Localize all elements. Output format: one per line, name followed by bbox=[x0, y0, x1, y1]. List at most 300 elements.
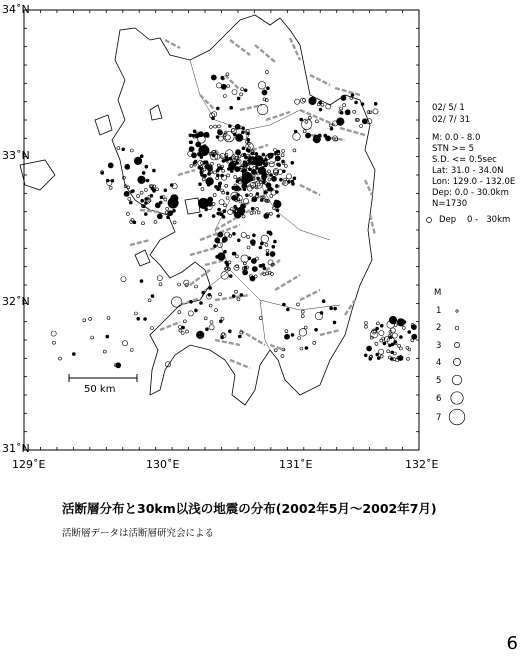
earthquake-event bbox=[205, 328, 208, 331]
earthquake-event bbox=[380, 355, 383, 358]
earthquake-event bbox=[186, 330, 189, 333]
earthquake-event bbox=[246, 149, 249, 152]
earthquake-event bbox=[276, 209, 279, 212]
earthquake-event bbox=[189, 147, 194, 152]
earthquake-event bbox=[341, 95, 346, 100]
earthquake-event bbox=[137, 194, 140, 197]
earthquake-event bbox=[375, 342, 378, 345]
earthquake-event bbox=[91, 336, 94, 339]
earthquake-event bbox=[220, 213, 223, 216]
earthquake-event bbox=[274, 149, 277, 152]
earthquake-event bbox=[132, 190, 135, 193]
earthquake-event bbox=[168, 211, 173, 216]
earthquake-event bbox=[53, 341, 56, 344]
earthquake-event bbox=[179, 329, 182, 332]
active-fault bbox=[215, 340, 240, 345]
earthquake-event bbox=[266, 253, 269, 256]
earthquake-event bbox=[242, 147, 245, 150]
earthquake-event bbox=[137, 317, 140, 320]
earthquake-event bbox=[319, 108, 322, 111]
earthquake-event bbox=[379, 349, 384, 354]
earthquake-event bbox=[268, 153, 273, 158]
earthquake-event bbox=[140, 191, 143, 194]
earthquake-event bbox=[399, 347, 402, 350]
earthquake-event bbox=[196, 331, 204, 339]
earthquake-event bbox=[164, 189, 167, 192]
active-fault bbox=[130, 240, 150, 245]
earthquake-event bbox=[238, 335, 241, 338]
earthquake-event bbox=[303, 130, 306, 133]
earthquake-event bbox=[244, 89, 247, 92]
earthquake-event bbox=[141, 199, 144, 202]
earthquake-event bbox=[122, 341, 127, 346]
active-fault bbox=[270, 345, 285, 350]
earthquake-event bbox=[190, 300, 193, 303]
earthquake-event bbox=[235, 134, 243, 142]
earthquake-event bbox=[235, 207, 238, 210]
earthquake-event bbox=[265, 243, 268, 246]
earthquake-event bbox=[271, 176, 276, 181]
earthquake-event bbox=[219, 293, 222, 296]
earthquake-event bbox=[204, 317, 207, 320]
earthquake-event bbox=[235, 124, 240, 129]
earthquake-event bbox=[156, 188, 159, 191]
earthquake-event bbox=[269, 187, 272, 190]
earthquake-event bbox=[406, 346, 409, 349]
earthquake-event bbox=[240, 293, 243, 296]
earthquake-event bbox=[259, 246, 262, 249]
earthquake-event bbox=[182, 326, 185, 329]
earthquake-event bbox=[234, 176, 237, 179]
earthquake-event bbox=[228, 261, 231, 264]
earthquake-event bbox=[89, 317, 92, 320]
active-fault bbox=[140, 210, 160, 212]
magnitude-label-4: 4 bbox=[436, 358, 442, 368]
earthquake-event bbox=[210, 162, 213, 165]
earthquake-event bbox=[218, 253, 226, 261]
earthquake-event bbox=[278, 164, 281, 167]
earthquake-event bbox=[142, 222, 145, 225]
earthquake-event bbox=[284, 164, 287, 167]
legend-param-sd: S.D. <= 0.5sec bbox=[432, 155, 497, 165]
earthquake-event bbox=[326, 104, 331, 109]
lat-label-34n: 34˚N bbox=[2, 3, 30, 16]
earthquake-event bbox=[226, 197, 229, 200]
earthquake-event bbox=[301, 315, 304, 318]
earthquake-event bbox=[301, 310, 304, 313]
magnitude-legend-circle bbox=[455, 326, 459, 330]
earthquake-event bbox=[167, 216, 170, 219]
earthquake-event bbox=[236, 186, 239, 189]
earthquake-event bbox=[291, 333, 294, 336]
earthquake-event bbox=[208, 169, 211, 172]
earthquake-event bbox=[103, 350, 106, 353]
earthquake-event bbox=[241, 88, 244, 91]
earthquake-event bbox=[128, 197, 131, 200]
earthquake-event bbox=[248, 161, 251, 164]
earthquake-event bbox=[198, 166, 201, 169]
earthquake-event bbox=[362, 119, 367, 124]
earthquake-event bbox=[151, 295, 154, 298]
earthquake-event bbox=[264, 213, 269, 218]
earthquake-event bbox=[379, 330, 384, 335]
prefecture-boundary bbox=[245, 130, 330, 240]
magnitude-legend-circle bbox=[452, 375, 462, 385]
earthquake-event bbox=[272, 245, 275, 248]
earthquake-event bbox=[222, 237, 227, 242]
earthquake-event bbox=[159, 283, 162, 286]
legend-param-stations: STN >= 5 bbox=[432, 144, 475, 154]
earthquake-event bbox=[140, 155, 143, 158]
earthquake-event bbox=[266, 87, 269, 90]
magnitude-legend-title: M bbox=[434, 288, 442, 298]
earthquake-event bbox=[144, 188, 147, 191]
earthquake-event bbox=[232, 195, 237, 200]
earthquake-event bbox=[351, 94, 354, 97]
earthquake-event bbox=[144, 213, 147, 216]
earthquake-event bbox=[277, 215, 280, 218]
earthquake-event bbox=[252, 266, 257, 271]
earthquake-event bbox=[305, 120, 308, 123]
earthquake-event bbox=[227, 174, 230, 177]
earthquake-event bbox=[243, 270, 248, 275]
earthquake-event bbox=[388, 344, 391, 347]
earthquake-event bbox=[211, 75, 216, 80]
legend-param-magnitude: M: 0.0 - 8.0 bbox=[432, 133, 481, 143]
earthquake-event bbox=[157, 214, 162, 219]
earthquake-event bbox=[200, 156, 203, 159]
earthquake-event bbox=[257, 211, 260, 214]
lat-label-31n: 31˚N bbox=[2, 442, 30, 455]
depth-legend-circle bbox=[427, 218, 432, 223]
earthquake-event bbox=[232, 186, 235, 189]
earthquake-event bbox=[281, 154, 284, 157]
earthquake-event bbox=[237, 97, 240, 100]
earthquake-event bbox=[237, 239, 240, 242]
earthquake-event bbox=[59, 357, 62, 360]
earthquake-event bbox=[258, 82, 266, 90]
earthquake-event bbox=[148, 299, 151, 302]
earthquake-event bbox=[258, 167, 266, 175]
earthquake-event bbox=[392, 333, 397, 338]
earthquake-event bbox=[232, 90, 237, 95]
active-fault bbox=[370, 215, 375, 235]
earthquake-event bbox=[330, 307, 333, 310]
earthquake-event bbox=[219, 200, 224, 205]
legend-period-start: 02/ 5/ 1 bbox=[432, 103, 465, 113]
earthquake-event bbox=[209, 125, 212, 128]
earthquake-event bbox=[252, 197, 257, 202]
magnitude-legend-circle bbox=[451, 392, 463, 404]
earthquake-event bbox=[402, 326, 405, 329]
prefecture-boundary bbox=[190, 60, 300, 130]
earthquake-event bbox=[224, 204, 227, 207]
earthquake-event bbox=[387, 350, 390, 353]
earthquake-event bbox=[192, 134, 195, 137]
active-fault bbox=[160, 322, 180, 330]
earthquake-event bbox=[343, 104, 346, 107]
earthquake-event bbox=[241, 131, 244, 134]
active-fault bbox=[275, 275, 300, 290]
earthquake-event bbox=[295, 99, 300, 104]
legend-param-lat: Lat: 31.0 - 34.0N bbox=[432, 166, 504, 176]
earthquake-event bbox=[364, 354, 367, 357]
magnitude-label-5: 5 bbox=[436, 376, 442, 386]
earthquake-event bbox=[232, 232, 235, 235]
earthquake-event bbox=[188, 311, 193, 316]
active-fault bbox=[190, 270, 210, 285]
earthquake-event bbox=[170, 184, 173, 187]
earthquake-event bbox=[72, 353, 75, 356]
earthquake-event bbox=[227, 85, 230, 88]
earthquake-event bbox=[215, 238, 220, 243]
earthquake-event bbox=[195, 285, 198, 288]
earthquake-event bbox=[376, 322, 379, 325]
earthquake-event bbox=[313, 341, 316, 344]
earthquake-event bbox=[377, 357, 380, 360]
earthquake-event bbox=[270, 195, 273, 198]
active-fault bbox=[320, 330, 340, 335]
earthquake-event bbox=[393, 352, 396, 355]
earthquake-event bbox=[225, 184, 228, 187]
earthquake-event bbox=[269, 232, 272, 235]
legend-depth-symbol-label: Dep 0 - 30km bbox=[439, 215, 511, 225]
earthquake-event bbox=[142, 171, 145, 174]
earthquake-event bbox=[305, 133, 310, 138]
earthquake-event bbox=[257, 183, 260, 186]
earthquake-event bbox=[315, 312, 323, 320]
earthquake-event bbox=[293, 177, 296, 180]
lon-label-129e: 129˚E bbox=[12, 458, 46, 471]
active-fault bbox=[340, 128, 365, 135]
earthquake-event bbox=[241, 232, 246, 237]
earthquake-event bbox=[130, 149, 133, 152]
earthquake-event bbox=[184, 280, 189, 285]
earthquake-event bbox=[361, 103, 364, 106]
earthquake-event bbox=[218, 136, 223, 141]
page-number: 6 bbox=[506, 633, 518, 654]
magnitude-legend-circle bbox=[449, 409, 465, 425]
earthquake-event bbox=[157, 276, 162, 281]
earthquake-event bbox=[285, 330, 288, 333]
earthquake-event bbox=[273, 240, 276, 243]
earthquake-event bbox=[146, 179, 149, 182]
earthquake-event bbox=[134, 312, 137, 315]
earthquake-event bbox=[216, 107, 219, 110]
active-fault bbox=[255, 45, 275, 62]
earthquake-event bbox=[138, 176, 146, 184]
active-fault bbox=[230, 40, 250, 55]
earthquake-event bbox=[154, 220, 157, 223]
earthquake-event bbox=[209, 304, 212, 307]
earthquake-event bbox=[145, 202, 148, 205]
earthquake-event bbox=[329, 124, 332, 127]
earthquake-event bbox=[345, 110, 350, 115]
earthquake-event bbox=[126, 212, 129, 215]
earthquake-event bbox=[281, 355, 284, 358]
earthquake-event bbox=[376, 353, 379, 356]
earthquake-event bbox=[247, 132, 250, 135]
earthquake-event bbox=[365, 325, 368, 328]
earthquake-event bbox=[297, 303, 300, 306]
earthquake-event bbox=[266, 249, 269, 252]
earthquake-event bbox=[213, 171, 216, 174]
earthquake-event bbox=[298, 337, 301, 340]
earthquake-event bbox=[334, 307, 337, 310]
earthquake-event bbox=[235, 150, 240, 155]
magnitude-label-2: 2 bbox=[436, 323, 442, 333]
magnitude-label-7: 7 bbox=[436, 413, 442, 423]
earthquake-event bbox=[251, 258, 256, 263]
earthquake-event bbox=[411, 339, 414, 342]
earthquake-event bbox=[305, 347, 308, 350]
active-fault bbox=[310, 75, 330, 85]
active-fault bbox=[266, 112, 290, 120]
earthquake-event bbox=[275, 191, 278, 194]
earthquake-event bbox=[129, 201, 132, 204]
earthquake-event bbox=[251, 207, 254, 210]
earthquake-event bbox=[228, 125, 231, 128]
earthquake-event bbox=[315, 328, 318, 331]
earthquake-event bbox=[145, 165, 148, 168]
earthquake-event bbox=[399, 336, 402, 339]
earthquake-event bbox=[247, 166, 250, 169]
earthquake-event bbox=[279, 178, 282, 181]
earthquake-event bbox=[151, 327, 154, 330]
earthquake-event bbox=[269, 162, 274, 167]
earthquake-event bbox=[407, 357, 410, 360]
earthquake-event bbox=[204, 132, 209, 137]
earthquake-event bbox=[287, 180, 290, 183]
earthquake-event bbox=[268, 178, 271, 181]
earthquake-event bbox=[258, 104, 268, 114]
magnitude-legend-symbols bbox=[427, 218, 465, 425]
earthquake-event bbox=[364, 321, 367, 324]
coastline-segment bbox=[150, 105, 162, 120]
earthquake-event bbox=[394, 340, 397, 343]
earthquake-event bbox=[282, 303, 285, 306]
earthquake-event bbox=[262, 181, 265, 184]
earthquake-event bbox=[107, 317, 110, 320]
earthquake-event bbox=[230, 106, 233, 109]
earthquake-event bbox=[178, 283, 181, 286]
earthquake-event bbox=[250, 276, 255, 281]
magnitude-legend-circle bbox=[456, 310, 458, 312]
earthquake-event bbox=[244, 173, 247, 176]
lon-label-131e: 131˚E bbox=[279, 458, 313, 471]
earthquake-event bbox=[233, 252, 236, 255]
earthquake-event bbox=[369, 111, 372, 114]
earthquake-event bbox=[408, 331, 411, 334]
active-fault bbox=[365, 180, 372, 195]
earthquake-event bbox=[243, 199, 248, 204]
earthquake-event bbox=[277, 150, 280, 153]
earthquake-event bbox=[218, 232, 223, 237]
earthquake-event bbox=[282, 160, 285, 163]
earthquake-event bbox=[241, 255, 249, 263]
active-fault bbox=[225, 75, 240, 90]
earthquake-event bbox=[83, 319, 86, 322]
earthquake-event bbox=[179, 326, 182, 329]
earthquake-event bbox=[300, 118, 303, 121]
active-fault bbox=[190, 248, 215, 255]
earthquake-event bbox=[157, 204, 160, 207]
earthquake-event bbox=[259, 317, 262, 320]
earthquake-event bbox=[215, 309, 218, 312]
active-fault bbox=[165, 40, 180, 48]
earthquake-event bbox=[225, 156, 228, 159]
earthquake-event bbox=[330, 127, 333, 130]
earthquake-event bbox=[250, 193, 253, 196]
earthquake-event bbox=[250, 240, 255, 245]
earthquake-event bbox=[262, 264, 265, 267]
magnitude-label-1: 1 bbox=[436, 306, 442, 316]
earthquake-event bbox=[206, 179, 211, 184]
earthquake-event bbox=[309, 97, 317, 105]
earthquake-event bbox=[210, 321, 213, 324]
earthquake-event bbox=[108, 163, 113, 168]
earthquake-event bbox=[237, 298, 240, 301]
earthquake-event bbox=[212, 215, 215, 218]
earthquake-event bbox=[263, 267, 266, 270]
earthquake-event bbox=[124, 191, 129, 196]
earthquake-event bbox=[293, 149, 296, 152]
earthquake-event bbox=[199, 183, 202, 186]
active-fault bbox=[300, 185, 320, 195]
figure-caption-title: 活断層分布と30km以浅の地震の分布(2002年5月～2002年7月) bbox=[62, 501, 437, 516]
earthquake-event bbox=[130, 349, 133, 352]
earthquake-event bbox=[140, 280, 143, 283]
earthquake-event bbox=[252, 234, 255, 237]
earthquake-event bbox=[230, 164, 233, 167]
earthquake-event bbox=[224, 250, 227, 253]
earthquake-event bbox=[247, 246, 250, 249]
earthquake-event bbox=[122, 148, 125, 151]
earthquake-event bbox=[294, 130, 297, 133]
earthquake-event bbox=[274, 349, 277, 352]
earthquake-event bbox=[337, 118, 345, 126]
earthquake-event bbox=[216, 169, 219, 172]
earthquake-event bbox=[270, 174, 273, 177]
earthquake-event bbox=[265, 71, 268, 74]
earthquake-event bbox=[233, 133, 236, 136]
earthquake-event bbox=[152, 169, 155, 172]
earthquake-event bbox=[172, 297, 182, 307]
earthquake-event bbox=[299, 329, 307, 337]
magnitude-legend-circle bbox=[453, 358, 460, 365]
earthquake-event bbox=[373, 109, 378, 114]
earthquake-event bbox=[300, 347, 303, 350]
earthquake-event bbox=[302, 119, 312, 129]
earthquake-event bbox=[150, 194, 153, 197]
earthquake-event bbox=[242, 215, 245, 218]
coastline-segment bbox=[185, 198, 200, 214]
earthquake-event bbox=[403, 321, 406, 324]
earthquake-event bbox=[198, 132, 203, 137]
earthquake-event bbox=[190, 164, 193, 167]
earthquake-event bbox=[261, 174, 266, 179]
earthquake-event bbox=[166, 207, 169, 210]
earthquake-event bbox=[262, 90, 267, 95]
active-fault bbox=[335, 88, 360, 95]
earthquake-event bbox=[383, 342, 386, 345]
earthquake-event bbox=[194, 309, 197, 312]
earthquake-event bbox=[275, 184, 278, 187]
earthquake-event bbox=[125, 164, 130, 169]
earthquake-event bbox=[264, 164, 267, 167]
earthquake-event bbox=[237, 194, 240, 197]
earthquake-event bbox=[255, 152, 258, 155]
